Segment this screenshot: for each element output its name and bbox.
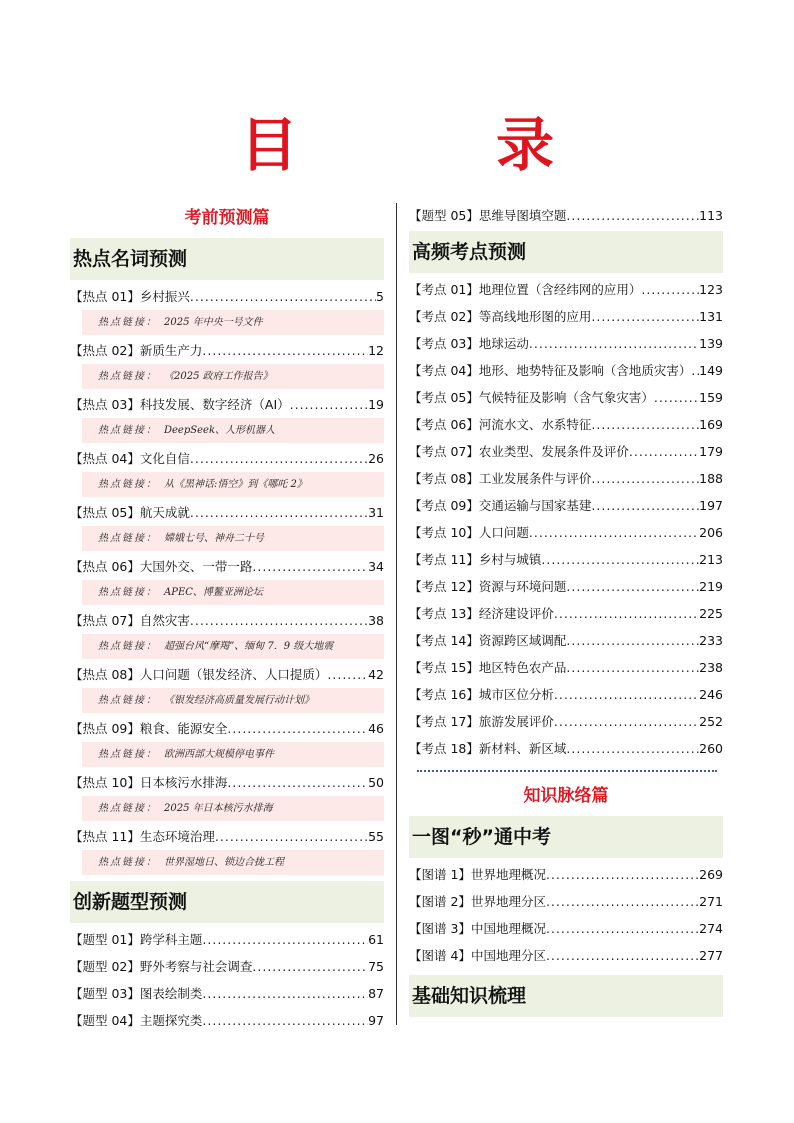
entry-page: 113	[699, 208, 723, 223]
toc-entry[interactable]	[409, 681, 723, 708]
leader-dots	[202, 926, 368, 953]
note-label: 热点链接：	[98, 317, 158, 328]
entry-page: 34	[368, 559, 384, 574]
toc-entry[interactable]	[70, 926, 384, 953]
entry-page: 61	[368, 932, 384, 947]
entry-tag: 【热点 05】	[70, 505, 140, 520]
entry-tag: 【考点 07】	[409, 444, 479, 459]
entry-text: 中国地理分区	[470, 948, 546, 963]
entry-page: 252	[699, 714, 723, 729]
leader-dots	[566, 202, 699, 229]
entry-page: 206	[699, 525, 723, 540]
note-text: 2025 年日本核污水排海	[164, 803, 273, 814]
toc-entry[interactable]	[409, 546, 723, 573]
entry-page: 225	[699, 606, 723, 621]
entry-page: 260	[699, 741, 723, 756]
leader-dots	[566, 654, 699, 681]
leader-dots	[629, 438, 699, 465]
note-label: 热点链接：	[98, 749, 158, 760]
entry-tag: 【热点 08】	[70, 667, 140, 682]
entry-text: 气候特征及影响（含气象灾害）	[478, 390, 654, 405]
entry-text: 野外考察与社会调查	[139, 959, 253, 974]
toc-entry[interactable]	[409, 861, 723, 888]
entry-page: 5	[376, 289, 384, 304]
entry-page: 246	[699, 687, 723, 702]
leader-dots	[566, 573, 699, 600]
entry-tag: 【考点 03】	[409, 336, 479, 351]
entry-page: 38	[368, 613, 384, 628]
section-heading-new-question-types: 创新题型预测	[70, 881, 384, 923]
leader-dots	[546, 915, 699, 942]
entry-tag: 【考点 01】	[409, 282, 479, 297]
entry-tag: 【考点 14】	[409, 633, 479, 648]
entry-page: 46	[368, 721, 384, 736]
entry-tag: 【考点 06】	[409, 417, 479, 432]
entry-page: 233	[699, 633, 723, 648]
toc-entry[interactable]	[409, 276, 723, 303]
entry-page: 12	[368, 343, 384, 358]
entry-page: 26	[368, 451, 384, 466]
entry-tag: 【热点 11】	[70, 829, 140, 844]
entry-text: 旅游发展评价	[478, 714, 554, 729]
leader-dots	[190, 499, 368, 526]
entry-page: 238	[699, 660, 723, 675]
entry-text: 地理位置（含经纬网的应用）	[478, 282, 642, 297]
toc-entry[interactable]	[70, 953, 384, 980]
toc-entry[interactable]	[409, 627, 723, 654]
note-label: 热点链接：	[98, 641, 158, 652]
entry-tag: 【热点 03】	[70, 397, 140, 412]
hot-link-note	[82, 634, 384, 659]
note-label: 热点链接：	[98, 533, 158, 544]
hot-link-note	[82, 526, 384, 551]
toc-entry[interactable]	[409, 465, 723, 492]
entry-text: 主题探究类	[139, 1013, 203, 1028]
toc-entry[interactable]	[70, 553, 384, 580]
leader-dots	[591, 303, 699, 330]
leader-dots	[252, 953, 368, 980]
entry-page: 149	[699, 363, 723, 378]
toc-entry[interactable]	[70, 661, 384, 688]
leader-dots	[202, 1007, 368, 1034]
entry-page: 19	[368, 397, 384, 412]
toc-entry[interactable]	[409, 915, 723, 942]
entry-page: 277	[699, 948, 723, 963]
entry-page: 179	[699, 444, 723, 459]
toc-entry[interactable]	[409, 330, 723, 357]
entry-tag: 【考点 02】	[409, 309, 479, 324]
hot-link-note	[82, 796, 384, 821]
entry-text: 农业类型、发展条件及评价	[478, 444, 629, 459]
toc-entry[interactable]	[409, 202, 723, 229]
note-text: 《银发经济高质量发展行动计划》	[164, 695, 314, 706]
part-title-knowledge: 知识脉络篇	[523, 786, 609, 806]
question-types-list	[70, 926, 384, 1034]
entry-text: 世界地理概况	[470, 867, 546, 882]
toc-entry[interactable]	[70, 823, 384, 850]
note-label: 热点链接：	[98, 479, 158, 490]
toc-entry[interactable]	[70, 715, 384, 742]
entry-page: 75	[368, 959, 384, 974]
entry-text: 交通运输与国家基建	[478, 498, 592, 513]
entry-page: 213	[699, 552, 723, 567]
leader-dots	[641, 276, 699, 303]
note-label: 热点链接：	[98, 695, 158, 706]
entry-tag: 【热点 01】	[70, 289, 140, 304]
leader-dots	[654, 384, 699, 411]
leader-dots	[566, 735, 699, 762]
entry-text: 资源跨区域调配	[478, 633, 567, 648]
note-label: 热点链接：	[98, 857, 158, 868]
toc-entry[interactable]	[409, 942, 723, 969]
entry-tag: 【考点 12】	[409, 579, 479, 594]
entry-tag: 【考点 10】	[409, 525, 479, 540]
entry-text: 生态环境治理	[139, 829, 215, 844]
leader-dots	[591, 465, 699, 492]
toc-entry[interactable]	[70, 980, 384, 1007]
toc-entry[interactable]	[409, 492, 723, 519]
entry-tag: 【考点 11】	[409, 552, 479, 567]
entry-page: 31	[368, 505, 384, 520]
hot-link-note	[82, 742, 384, 767]
entry-text: 地区特色农产品	[478, 660, 567, 675]
toc-entry[interactable]	[70, 445, 384, 472]
toc-entry[interactable]	[70, 337, 384, 364]
entry-page: 274	[699, 921, 723, 936]
toc-entry[interactable]	[70, 283, 384, 310]
note-text: 从《黑神话:悟空》到《哪吒 2》	[164, 479, 307, 490]
entry-page: 188	[699, 471, 723, 486]
toc-entry[interactable]	[70, 1007, 384, 1034]
entry-tag: 【图谱 1】	[409, 867, 471, 882]
entry-tag: 【考点 16】	[409, 687, 479, 702]
entry-tag: 【热点 09】	[70, 721, 140, 736]
hot-link-note	[82, 418, 384, 443]
frequent-points-list	[409, 276, 723, 762]
entry-tag: 【考点 17】	[409, 714, 479, 729]
entry-page: 197	[699, 498, 723, 513]
entry-page: 55	[368, 829, 384, 844]
entry-page: 123	[699, 282, 723, 297]
hot-link-note	[82, 580, 384, 605]
entry-text: 经济建设评价	[478, 606, 554, 621]
leader-dots	[554, 708, 699, 735]
section-heading-map-overview: 一图“秒”通中考	[409, 816, 723, 858]
section-heading-hot-terms: 热点名词预测	[70, 238, 384, 280]
column-divider	[396, 203, 397, 1025]
entry-page: 42	[368, 667, 384, 682]
leader-dots	[591, 492, 699, 519]
toc-entry[interactable]	[409, 438, 723, 465]
leader-dots	[546, 888, 699, 915]
toc-entry[interactable]	[409, 384, 723, 411]
toc-entry[interactable]	[409, 888, 723, 915]
leader-dots	[529, 330, 699, 357]
entry-page: 50	[368, 775, 384, 790]
note-text: APEC、博鳌亚洲论坛	[164, 587, 263, 598]
entry-tag: 【热点 07】	[70, 613, 140, 628]
toc-entry[interactable]	[409, 708, 723, 735]
dotted-separator	[417, 770, 717, 772]
entry-tag: 【考点 18】	[409, 741, 479, 756]
entry-tag: 【热点 02】	[70, 343, 140, 358]
entry-tag: 【题型 01】	[70, 932, 140, 947]
entry-text: 大国外交、一带一路	[139, 559, 253, 574]
entry-text: 中国地理概况	[470, 921, 546, 936]
leader-dots	[546, 861, 699, 888]
leader-dots	[591, 411, 699, 438]
entry-text: 等高线地形图的应用	[478, 309, 592, 324]
note-text: 嫦娥七号、神舟二十号	[164, 533, 264, 544]
leader-dots	[202, 980, 368, 1007]
entry-tag: 【热点 06】	[70, 559, 140, 574]
hot-link-note	[82, 472, 384, 497]
note-label: 热点链接：	[98, 371, 158, 382]
entry-page: 139	[699, 336, 723, 351]
entry-tag: 【图谱 3】	[409, 921, 471, 936]
entry-page: 169	[699, 417, 723, 432]
leader-dots	[554, 681, 699, 708]
entry-text: 文化自信	[139, 451, 190, 466]
entry-tag: 【题型 05】	[409, 208, 479, 223]
entry-text: 科技发展、数字经济（AI）	[139, 397, 290, 412]
note-text: 超强台风“摩羯”、缅甸 7．9 级大地震	[164, 641, 334, 652]
entry-text: 航天成就	[139, 505, 190, 520]
note-label: 热点链接：	[98, 425, 158, 436]
note-label: 热点链接：	[98, 587, 158, 598]
note-text: 2025 年中央一号文件	[164, 317, 263, 328]
entry-page: 269	[699, 867, 723, 882]
entry-text: 粮食、能源安全	[139, 721, 228, 736]
toc-entry[interactable]	[409, 519, 723, 546]
entry-tag: 【考点 09】	[409, 498, 479, 513]
page-title: 目 录	[239, 111, 624, 179]
leader-dots	[190, 607, 368, 634]
toc-entry[interactable]	[70, 769, 384, 796]
entry-page: 159	[699, 390, 723, 405]
note-text: 世界湿地日、锁边合拢工程	[164, 857, 284, 868]
entry-text: 资源与环境问题	[478, 579, 567, 594]
entry-text: 思维导图填空题	[478, 208, 567, 223]
note-text: DeepSeek、人形机器人	[164, 425, 276, 436]
entry-tag: 【考点 05】	[409, 390, 479, 405]
leader-dots	[252, 553, 368, 580]
entry-text: 跨学科主题	[139, 932, 203, 947]
toc-entry[interactable]	[409, 600, 723, 627]
hot-link-note	[82, 688, 384, 713]
leader-dots	[190, 283, 376, 310]
right-column	[409, 200, 723, 1020]
entry-text: 图表绘制类	[139, 986, 203, 1001]
entry-text: 人口问题（银发经济、人口提质）	[139, 667, 328, 682]
toc-entry[interactable]	[409, 303, 723, 330]
entry-text: 新材料、新区域	[478, 741, 567, 756]
entry-text: 人口问题	[478, 525, 529, 540]
leader-dots	[327, 661, 368, 688]
entry-tag: 【图谱 2】	[409, 894, 471, 909]
toc-entry[interactable]	[409, 573, 723, 600]
leader-dots	[541, 546, 699, 573]
entry-text: 新质生产力	[139, 343, 203, 358]
entry-text: 乡村振兴	[139, 289, 190, 304]
entry-page: 97	[368, 1013, 384, 1028]
leader-dots	[290, 391, 368, 418]
entry-tag: 【题型 02】	[70, 959, 140, 974]
entry-text: 自然灾害	[139, 613, 190, 628]
toc-entry[interactable]	[409, 654, 723, 681]
part-title-exam-prediction: 考前预测篇	[184, 208, 270, 228]
toc-entry[interactable]	[409, 411, 723, 438]
hot-terms-list	[70, 283, 384, 875]
entry-text: 地球运动	[478, 336, 529, 351]
leader-dots	[190, 445, 368, 472]
leader-dots	[227, 769, 368, 796]
hot-link-note	[82, 850, 384, 875]
toc-entry[interactable]	[409, 735, 723, 762]
leader-dots	[546, 942, 699, 969]
entry-text: 城市区位分析	[478, 687, 554, 702]
entry-text: 河流水文、水系特征	[478, 417, 592, 432]
entry-tag: 【题型 03】	[70, 986, 140, 1001]
section-heading-basic-knowledge: 基础知识梳理	[409, 975, 723, 1017]
toc-entry[interactable]	[409, 357, 723, 384]
entry-text: 地形、地势特征及影响（含地质灾害）	[478, 363, 692, 378]
note-text: 欧洲西部大规模停电事件	[164, 749, 274, 760]
hot-link-note	[82, 364, 384, 389]
left-column	[70, 200, 384, 1034]
entry-page: 219	[699, 579, 723, 594]
entry-text: 世界地理分区	[470, 894, 546, 909]
entry-tag: 【考点 04】	[409, 363, 479, 378]
entry-text: 日本核污水排海	[139, 775, 228, 790]
toc-entry[interactable]	[70, 391, 384, 418]
entry-page: 87	[368, 986, 384, 1001]
leader-dots	[554, 600, 699, 627]
toc-entry[interactable]	[70, 607, 384, 634]
leader-dots	[227, 715, 368, 742]
entry-tag: 【热点 04】	[70, 451, 140, 466]
entry-page: 271	[699, 894, 723, 909]
section-heading-frequent-points: 高频考点预测	[409, 231, 723, 273]
leader-dots	[566, 627, 699, 654]
note-text: 《2025 政府工作报告》	[164, 371, 273, 382]
entry-tag: 【热点 10】	[70, 775, 140, 790]
leader-dots	[202, 337, 368, 364]
map-overview-list	[409, 861, 723, 969]
entry-tag: 【考点 13】	[409, 606, 479, 621]
entry-tag: 【题型 04】	[70, 1013, 140, 1028]
toc-entry[interactable]	[70, 499, 384, 526]
entry-text: 工业发展条件与评价	[478, 471, 592, 486]
leader-dots	[529, 519, 699, 546]
entry-tag: 【考点 08】	[409, 471, 479, 486]
entry-tag: 【考点 15】	[409, 660, 479, 675]
leader-dots	[215, 823, 368, 850]
note-label: 热点链接：	[98, 803, 158, 814]
entry-page: 131	[699, 309, 723, 324]
leader-dots	[691, 357, 699, 384]
entry-text: 乡村与城镇	[478, 552, 542, 567]
entry-tag: 【图谱 4】	[409, 948, 471, 963]
hot-link-note	[82, 310, 384, 335]
